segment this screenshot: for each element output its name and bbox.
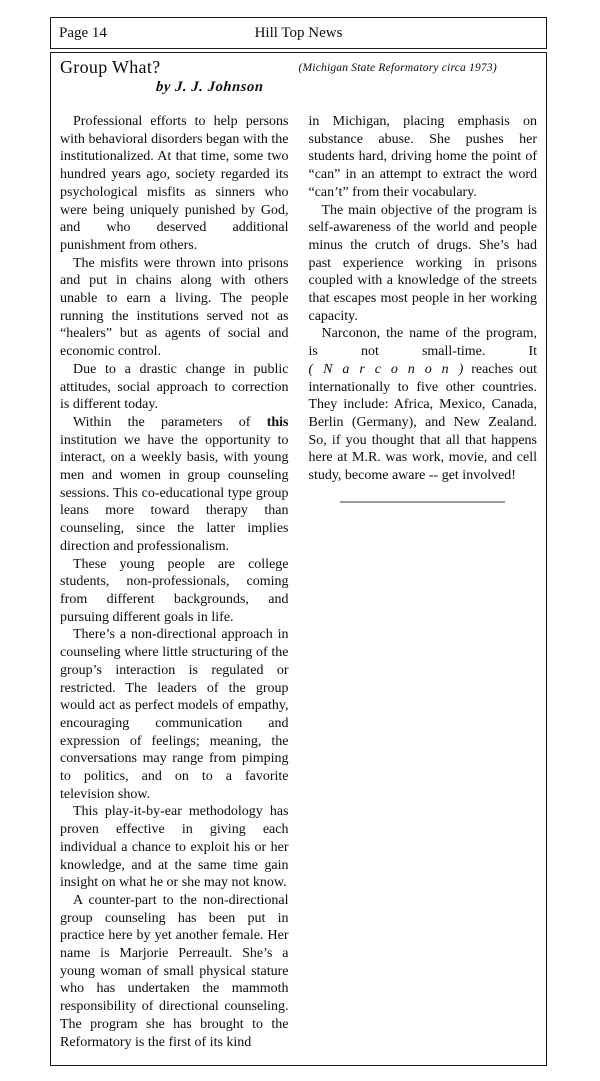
italic-narconon-text: ( N a r c o n o n ) <box>308 361 466 377</box>
article-byline: by J. J. Johnson <box>155 79 265 95</box>
article-columns <box>60 113 537 1051</box>
paragraph: in Michigan, placing emphasis on substance abuse. She pushes her students hard, driving home the point of “can” in an attempt to extract the word “can’t” from their vocabulary. <box>308 114 537 200</box>
article-title-row <box>60 57 537 78</box>
paragraph: Due to a drastic change in public attitudes, social approach to correction is different today. <box>60 361 289 413</box>
paragraph: There’s a non-directional approach in counseling where little structuring of the group’s interaction is regulated or restricted. The leaders of the group would act as perfect models of empathy, encouraging communication and expression of feelings; meaning, the conversations may range from pimping to politics, and on to a favorite television show. <box>60 627 289 802</box>
paragraph <box>60 414 289 556</box>
paragraph: These young people are college students, non-professionals, coming from different backgrounds, and pursuing different goals in life. <box>60 556 289 625</box>
end-of-article-divider <box>340 501 505 503</box>
article-title: Group What? <box>60 57 161 77</box>
paragraph: A counter-part to the non-directional group counseling has been put in practice here by yet another female. Her name is Marjorie Perreault. She’s a young woman of small physical stature who has undertaken the mammoth responsibility of directional counseling. The program she has brought to the Reformatory is the first of its kind <box>60 892 289 1050</box>
paragraph: The misfits were thrown into prisons and put in chains along with others unable to earn a living. The people running the institutions served not as “healers” but as agents of social and economic control. <box>60 255 289 360</box>
paragraph-text: Narconon, the name of the program, is not small-time. It <box>308 326 537 360</box>
right-column <box>309 113 538 1051</box>
paragraph: The main objective of the program is self-awareness of the world and people minus the crutch of drugs. She’s had past experience working in prisons coupled with a knowledge of the streets that escapes most people in her working capacity. <box>308 202 537 324</box>
page-number-label: Page 14 <box>59 24 107 41</box>
paragraph-text: institution we have the opportunity to interact, on a weekly basis, with young men and women in group counseling sessions. This co-educational type group leans more toward therapy than counseling, since the latter implies direction and professionalism. <box>60 432 289 554</box>
masthead-title: Hill Top News <box>254 24 343 41</box>
left-column <box>60 113 289 1051</box>
bold-emphasis: this <box>266 414 289 430</box>
article-caption: (Michigan State Reformatory circa 1973) <box>298 62 497 74</box>
paragraph-text: reaches out internationally to five other countries. They include: Africa, Mexico, Canada, Berlin (Germany), and New Zealand. So, if you thought that all that happens here at M.R. was work, movie, and cell study, become aware -- get involved! <box>308 361 537 484</box>
paragraph: This play-it-by-ear methodology has proven effective in giving each individual a chance to exploit his or her knowledge, and at the same time gain insight on what he or she may not know. <box>60 804 289 891</box>
paragraph-text: Within the parameters of <box>73 414 267 430</box>
article-box <box>50 52 547 1066</box>
paragraph <box>309 325 538 484</box>
paragraph: Professional efforts to help persons with behavioral disorders began with the institutionalized. At that time, some two hundred years ago, society regarded its psychological misfits as sinners who were being uniquely punished by God, and who deserved additional punishment from others. <box>60 114 289 253</box>
page-header <box>50 17 547 49</box>
